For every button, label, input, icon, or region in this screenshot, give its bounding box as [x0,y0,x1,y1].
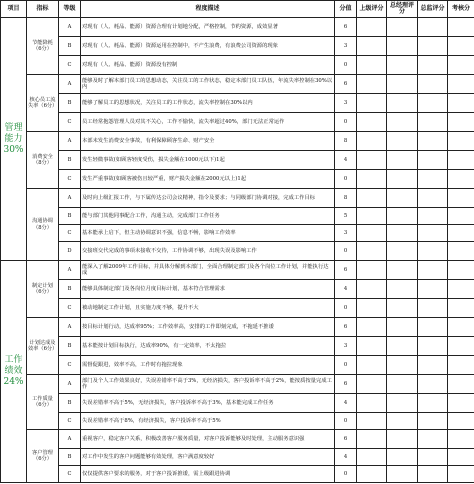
gm-score-cell[interactable] [387,113,418,132]
director-score-cell[interactable] [418,430,448,449]
superior-score-cell[interactable] [357,261,387,280]
score-cell: 6 [335,375,357,394]
grade-cell: C [59,113,81,132]
header-row [1,1,474,18]
table-row [1,94,474,113]
assessment-score-cell[interactable] [448,449,474,466]
score-cell: 0 [335,56,357,75]
grade-cell: A [59,132,81,151]
table-row [1,261,474,280]
description-cell: 交接班交代完成的事项未接收不交待，工作协调不够，出现失误及影响工作 [81,242,335,261]
grade-cell: B [59,394,81,413]
director-score-cell[interactable] [418,299,448,318]
table-row [1,151,474,170]
superior-score-cell[interactable] [357,318,387,337]
assessment-score-cell[interactable] [448,430,474,449]
superior-score-cell[interactable] [357,466,387,483]
superior-score-cell[interactable] [357,113,387,132]
director-score-cell[interactable] [418,18,448,37]
description-cell: 基本能承上启下，但主动协调意识不强，信息不畅，影响工作效率 [81,225,335,242]
description-cell: 员工经常抱怨管理人员对其不关心，工作不愉快，流失率超过40%，部门无法正常运作 [81,113,335,132]
score-cell: 3 [335,337,357,356]
table-row [1,189,474,208]
grade-cell: B [59,151,81,170]
description-cell: 发生轻微事故(如顾客轻度受伤，损失金额在1000元以下)1起 [81,151,335,170]
gm-score-cell[interactable] [387,225,418,242]
grade-cell: A [59,189,81,208]
score-cell: 8 [335,132,357,151]
director-score-cell[interactable] [418,375,448,394]
superior-score-cell[interactable] [357,56,387,75]
grade-cell: C [59,170,81,189]
header-director: 总监评分 [418,1,448,18]
gm-score-cell[interactable] [387,56,418,75]
superior-score-cell[interactable] [357,18,387,37]
director-score-cell[interactable] [418,394,448,413]
table-row [1,225,474,242]
gm-score-cell[interactable] [387,466,418,483]
table-row [1,208,474,225]
score-cell: 3 [335,94,357,113]
grade-cell: A [59,261,81,280]
score-cell: 3 [335,37,357,56]
indicator-cell: 节能降耗（6分） [27,18,59,75]
gm-score-cell[interactable] [387,261,418,280]
superior-score-cell[interactable] [357,375,387,394]
grade-cell: A [59,430,81,449]
table-row [1,413,474,430]
superior-score-cell[interactable] [357,94,387,113]
project-cell: 工作绩效24% [1,261,27,483]
description-cell: 对现有（人、耗品、能源）资源运用在控制中，不产生浪费，有浪费公司资源的现象 [81,37,335,56]
assessment-score-cell[interactable] [448,375,474,394]
superior-score-cell[interactable] [357,208,387,225]
description-cell: 能与部门其他同事配合工作，沟通主动，完成部门工作任务 [81,208,335,225]
gm-score-cell[interactable] [387,430,418,449]
score-cell: 0 [335,356,357,375]
grade-cell: A [59,375,81,394]
score-cell: 3 [335,225,357,242]
assessment-score-cell[interactable] [448,18,474,37]
grade-cell: C [59,466,81,483]
table-row [1,280,474,299]
grade-cell: B [59,37,81,56]
description-cell: 及时向上级汇报工作，与下属传达公司会议精神，指令及要求；与同级部门协调对接，完成工作目标 [81,189,335,208]
description-cell: 重视客户，稳定客户关系，积极改善客户服务质量，对客户投诉能够及时处理，主动服务意识强 [81,430,335,449]
score-cell: 6 [335,430,357,449]
assessment-score-cell[interactable] [448,337,474,356]
director-score-cell[interactable] [418,113,448,132]
gm-score-cell[interactable] [387,299,418,318]
director-score-cell[interactable] [418,132,448,151]
director-score-cell[interactable] [418,75,448,94]
score-cell: 5 [335,208,357,225]
superior-score-cell[interactable] [357,225,387,242]
score-cell: 0 [335,413,357,430]
indicator-cell: 制定计划（6分） [27,261,59,318]
description-cell: 对工作中发生的客户问题能够有效处理，客户满意度较好 [81,449,335,466]
table-row [1,318,474,337]
description-cell: 本部未发生消费安全事故，有利保障顾客生命、财产安全 [81,132,335,151]
grade-cell: A [59,75,81,94]
grade-cell: A [59,18,81,37]
director-score-cell[interactable] [418,280,448,299]
table-row [1,18,474,37]
gm-score-cell[interactable] [387,413,418,430]
director-score-cell[interactable] [418,356,448,375]
indicator-cell: 核心员工流失率（6分） [27,75,59,132]
description-cell: 部门及个人工作效果良好，失误差错率不高于3%，无经济损失，客户投诉率不高于2%，能按质按量完成工作 [81,375,335,394]
superior-score-cell[interactable] [357,75,387,94]
score-cell: 0 [335,170,357,189]
director-score-cell[interactable] [418,189,448,208]
header-gm: 总经理评分 [387,1,418,18]
description-cell: 能够及时了解本部门员工的思想动态，关注员工的工作状态，稳定本部门员工队伍，年流失率控制在30%以内 [81,75,335,94]
director-score-cell[interactable] [418,208,448,225]
director-score-cell[interactable] [418,151,448,170]
score-cell: 6 [335,261,357,280]
superior-score-cell[interactable] [357,170,387,189]
assessment-score-cell[interactable] [448,261,474,280]
superior-score-cell[interactable] [357,37,387,56]
assessment-score-cell[interactable] [448,242,474,261]
table-row [1,466,474,483]
assessment-score-cell[interactable] [448,466,474,483]
superior-score-cell[interactable] [357,356,387,375]
description-cell: 按目标计划行动，达成率95%；工作效率高，安排的工作即刻完成，不拖延不推诿 [81,318,335,337]
gm-score-cell[interactable] [387,189,418,208]
assessment-score-cell[interactable] [448,394,474,413]
superior-score-cell[interactable] [357,430,387,449]
table-row [1,394,474,413]
gm-score-cell[interactable] [387,356,418,375]
director-score-cell[interactable] [418,37,448,56]
gm-score-cell[interactable] [387,151,418,170]
indicator-cell: 计划达成及效率（6分） [27,318,59,375]
table-row [1,170,474,189]
table-row [1,132,474,151]
description-cell: 对现有（人、耗品、能源）资源合理有计划地分配，严格控制，节约资源，成效显著 [81,18,335,37]
score-cell: 6 [335,18,357,37]
description-cell: 需督促跟进，效率不高，工作时有拖拉现象 [81,356,335,375]
superior-score-cell[interactable] [357,132,387,151]
grade-cell: B [59,208,81,225]
indicator-cell: 沟通协调（8分） [27,189,59,261]
table-row [1,242,474,261]
assessment-score-cell[interactable] [448,113,474,132]
score-cell: 0 [335,466,357,483]
table-row [1,430,474,449]
superior-score-cell[interactable] [357,394,387,413]
header-description: 程度描述 [81,1,335,18]
gm-score-cell[interactable] [387,208,418,225]
header-assessment: 考核分 [448,1,474,18]
table-row [1,299,474,318]
table-row [1,356,474,375]
superior-score-cell[interactable] [357,299,387,318]
assessment-score-cell[interactable] [448,94,474,113]
description-cell: 能够具体制定部门及各岗位月度目标计划，基本符合管理需求 [81,280,335,299]
assessment-score-cell[interactable] [448,189,474,208]
grade-cell: B [59,337,81,356]
grade-cell: B [59,94,81,113]
gm-score-cell[interactable] [387,18,418,37]
table-row [1,75,474,94]
score-cell: 6 [335,75,357,94]
superior-score-cell[interactable] [357,449,387,466]
gm-score-cell[interactable] [387,242,418,261]
superior-score-cell[interactable] [357,189,387,208]
gm-score-cell[interactable] [387,318,418,337]
gm-score-cell[interactable] [387,449,418,466]
gm-score-cell[interactable] [387,280,418,299]
description-cell: 基本能按计划目标执行，达成率90%，有一定效率，不太拖拉 [81,337,335,356]
assessment-score-cell[interactable] [448,299,474,318]
description-cell: 能够了解员工的思想状况，关注员工的工作状态，流失率控制在30%以内 [81,94,335,113]
grade-cell: B [59,280,81,299]
gm-score-cell[interactable] [387,132,418,151]
grade-cell: C [59,56,81,75]
table-row [1,337,474,356]
assessment-score-cell[interactable] [448,75,474,94]
director-score-cell[interactable] [418,56,448,75]
table-row [1,37,474,56]
grade-cell: C [59,356,81,375]
description-cell: 失误差错率不高于8%，有经济损失，客户投诉率不高于5% [81,413,335,430]
grade-cell: C [59,299,81,318]
score-cell: 8 [335,189,357,208]
superior-score-cell[interactable] [357,151,387,170]
assessment-score-cell[interactable] [448,56,474,75]
assessment-score-cell[interactable] [448,280,474,299]
assessment-score-cell[interactable] [448,37,474,56]
gm-score-cell[interactable] [387,375,418,394]
gm-score-cell[interactable] [387,170,418,189]
director-score-cell[interactable] [418,261,448,280]
assessment-score-cell[interactable] [448,151,474,170]
project-cell: 管理能力30% [1,18,27,261]
score-cell: 0 [335,299,357,318]
assessment-score-cell[interactable] [448,413,474,430]
assessment-score-cell[interactable] [448,132,474,151]
description-cell: 对现有（人、耗品、能源）资源没有控制 [81,56,335,75]
description-cell: 仅仅提供客户要求的服务，对于客户投诉推诿，需上级跟进协调 [81,466,335,483]
score-cell: 6 [335,318,357,337]
superior-score-cell[interactable] [357,337,387,356]
score-cell: 4 [335,151,357,170]
gm-score-cell[interactable] [387,94,418,113]
gm-score-cell[interactable] [387,394,418,413]
header-score: 分值 [335,1,357,18]
grade-cell: B [59,449,81,466]
score-cell: 0 [335,113,357,132]
director-score-cell[interactable] [418,466,448,483]
header-superior: 上级评分 [357,1,387,18]
assessment-score-cell[interactable] [448,225,474,242]
director-score-cell[interactable] [418,242,448,261]
description-cell: 失误差错率不高于5%，无经济损失，客户投诉率不高于3%，基本能完成工作任务 [81,394,335,413]
indicator-cell: 消费安全（8分） [27,132,59,189]
header-project: 项目 [1,1,27,18]
superior-score-cell[interactable] [357,242,387,261]
director-score-cell[interactable] [418,337,448,356]
indicator-cell: 工作质量（6分） [27,375,59,430]
score-cell: 4 [335,394,357,413]
grade-cell: D [59,242,81,261]
header-grade: 等级 [59,1,81,18]
grade-cell: C [59,413,81,430]
table-row [1,449,474,466]
director-score-cell[interactable] [418,170,448,189]
director-score-cell[interactable] [418,449,448,466]
indicator-cell: 客户管理（6分） [27,430,59,483]
superior-score-cell[interactable] [357,413,387,430]
table-row [1,113,474,132]
grade-cell: C [59,225,81,242]
assessment-score-cell[interactable] [448,356,474,375]
assessment-score-cell[interactable] [448,208,474,225]
gm-score-cell[interactable] [387,75,418,94]
header-indicator: 指标 [27,1,59,18]
description-cell: 被动地制定工作计划，且实施力度不够，提升不大 [81,299,335,318]
score-cell: 4 [335,449,357,466]
gm-score-cell[interactable] [387,337,418,356]
description-cell: 发生严重事故(如顾客被伤且较严重，财产损失金额在2000元以上)1起 [81,170,335,189]
director-score-cell[interactable] [418,413,448,430]
score-cell: 0 [335,242,357,261]
director-score-cell[interactable] [418,318,448,337]
superior-score-cell[interactable] [357,280,387,299]
director-score-cell[interactable] [418,94,448,113]
assessment-score-cell[interactable] [448,170,474,189]
score-cell: 4 [335,280,357,299]
table-row [1,375,474,394]
gm-score-cell[interactable] [387,37,418,56]
table-row [1,56,474,75]
assessment-score-cell[interactable] [448,318,474,337]
description-cell: 能深入了解2009年工作目标，并具体分解到本部门，全面合理制定部门及各个岗位工作计划，并能执行达成 [81,261,335,280]
director-score-cell[interactable] [418,225,448,242]
grade-cell: A [59,318,81,337]
